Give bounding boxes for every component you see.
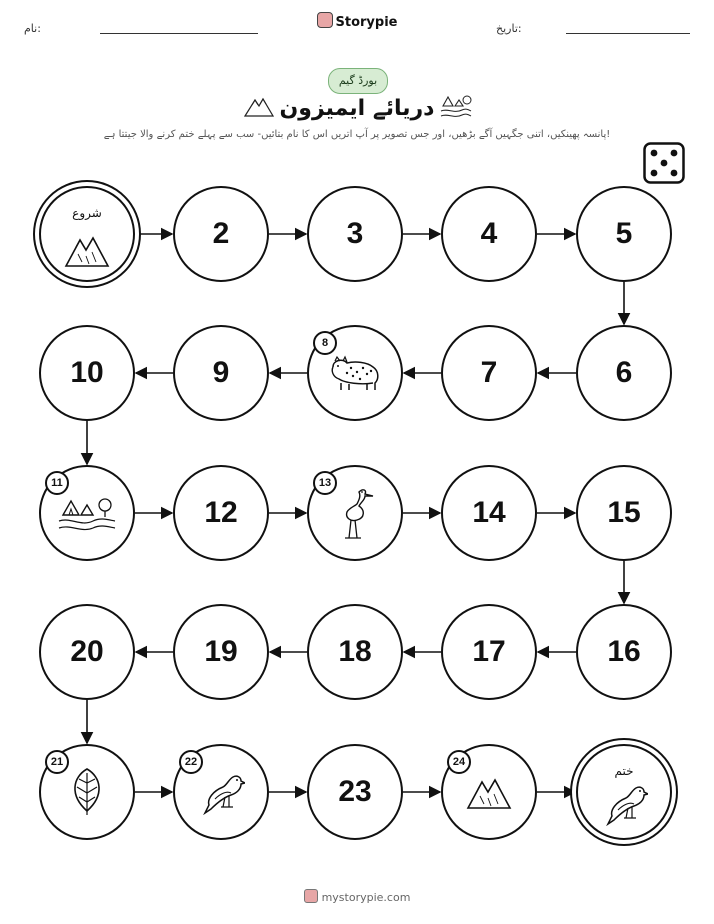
space-number-badge: 11: [45, 471, 69, 495]
board-space-14: [441, 465, 537, 561]
footer-logo-icon: [304, 889, 318, 903]
board-space-2: [173, 186, 269, 282]
space-number: 6: [615, 356, 633, 389]
start-label: شروع: [72, 206, 102, 220]
space-number-badge: 24: [447, 750, 471, 774]
board-space-19: [173, 604, 269, 700]
heron-icon: [309, 467, 401, 559]
space-number: 19: [204, 635, 238, 668]
village-river-icon: [41, 467, 133, 559]
space-number: 20: [70, 635, 104, 668]
space-number: 4: [480, 217, 498, 250]
board-space-17: [441, 604, 537, 700]
footer: [0, 889, 714, 904]
board-space-7: [441, 325, 537, 421]
board-space-10: [39, 325, 135, 421]
brand-name: Storypie: [335, 15, 398, 30]
bird-icon: [175, 746, 267, 838]
space-number-badge: 21: [45, 750, 69, 774]
board-space-11: [39, 465, 135, 561]
space-number: 9: [212, 356, 230, 389]
finish-label: ختم: [614, 764, 634, 778]
space-number: 16: [607, 635, 641, 668]
space-number: 5: [615, 217, 633, 250]
leaf-icon: [41, 746, 133, 838]
board-space-4: [441, 186, 537, 282]
board-space-21: [39, 744, 135, 840]
board-space-24: [441, 744, 537, 840]
name-label: نام:: [24, 22, 41, 35]
space-number: 15: [607, 496, 641, 529]
date-label: تاریخ:: [496, 22, 522, 35]
space-number: 3: [346, 217, 364, 250]
space-number: 2: [212, 217, 230, 250]
space-number: 14: [472, 496, 506, 529]
space-number: 7: [480, 356, 498, 389]
space-number: 23: [338, 775, 372, 808]
space-number-badge: 13: [313, 471, 337, 495]
board-space-18: [307, 604, 403, 700]
board-game-tag: بورڈ گیم: [328, 68, 388, 94]
board-space-13: [307, 465, 403, 561]
board-space-5: [576, 186, 672, 282]
board-space-16: [576, 604, 672, 700]
board-space-15: [576, 465, 672, 561]
board-space-22: [173, 744, 269, 840]
board-space-3: [307, 186, 403, 282]
space-number: 10: [70, 356, 104, 389]
instructions: پانسہ پھینکیں، اتنی جگہیں آگے بڑھیں، اور جس تصویر پر آپ اتریں اس کا نام بتائیں- سب سے پہلے ختم کرنے والا جیتتا ہے!: [103, 129, 611, 140]
mountain-icon: [443, 746, 535, 838]
board-space-6: [576, 325, 672, 421]
space-number-badge: 8: [313, 331, 337, 355]
mountain-icon: [41, 232, 133, 268]
footer-site: mystorypie.com: [321, 891, 411, 904]
board-space-9: [173, 325, 269, 421]
bird-icon: [578, 780, 670, 826]
jaguar-icon: [309, 327, 401, 419]
board-space-1: [39, 186, 135, 282]
board-space-12: [173, 465, 269, 561]
page-title: دریائے ایمیزون: [279, 96, 435, 121]
board-space-8: [307, 325, 403, 421]
space-number-badge: 22: [179, 750, 203, 774]
space-number: 12: [204, 496, 238, 529]
board-space-23: [307, 744, 403, 840]
space-number: 17: [472, 635, 506, 668]
board-space-20: [39, 604, 135, 700]
space-number: 18: [338, 635, 372, 668]
board-space-25: [576, 744, 672, 840]
